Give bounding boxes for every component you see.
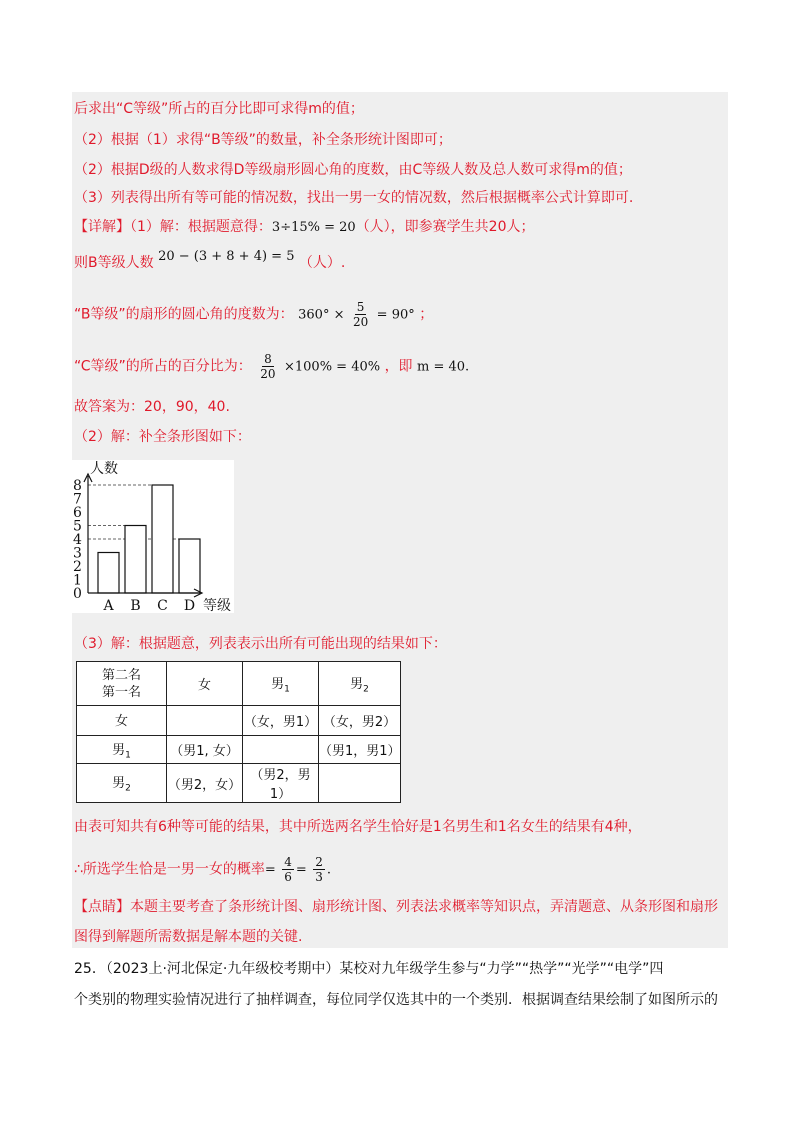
y-tick-label: 1 [73,572,82,589]
table-cell: （男2，女） [167,764,243,803]
solution-line-2: （2）根据（1）求得“B等级”的数量，补全条形统计图即可； [74,132,452,148]
fraction-numerator: 8 [264,352,272,366]
table-corner-header [77,662,167,706]
solution-line-7 [74,300,433,329]
formula-total: 3÷15% = 20 [271,220,356,235]
fraction-denominator: 20 [352,315,369,329]
fraction-2-3 [313,855,325,884]
solution-line-3: （2）根据D级的人数求得D等级扇形圆心角的度数，由C等级人数及总人数可求得m的值； [74,162,632,178]
bar-A [98,553,119,594]
solution-line-14 [74,898,718,916]
x-tick-label: D [183,598,196,613]
solution-line-8 [74,352,469,381]
solution-line-9: 故答案为：20，90，40. [74,399,230,415]
comment-tag: 【点睛】 [74,899,130,915]
y-tick-label: 5 [73,518,82,535]
fraction-8-20 [258,352,277,381]
results-table [76,661,401,803]
formula-b-angle-post: = 90° [376,307,415,323]
table-cell: （男2，男1） [243,764,319,803]
formula-b-angle-pre: 360° × [298,307,345,323]
question-25-line-2: 个类别的物理实验情况进行了抽样调查，每位同学仅选其中的一个类别．根据调查结果绘制了如图所示的 [74,992,718,1008]
question-25-line-1: 25．（2023上·河北保定·九年级校考期中）某校对九年级学生参与“力学”“热学”“光学”“电学”四 [74,961,664,977]
fraction-4-6 [282,855,294,884]
fraction-denominator: 3 [315,870,323,884]
y-tick-label: 7 [73,491,82,508]
b-count-label: 则B等级人数 [74,255,154,271]
b-angle-label: “B等级”的扇形的圆心角的度数为： [74,306,294,323]
solution-line-10: （2）解：补全条形图如下： [74,429,251,445]
probability-label: ∴所选学生恰是一男一女的概率 [74,861,265,878]
period: . [326,862,332,878]
table-cell [319,764,401,803]
fraction-5-20 [351,300,370,329]
detail-text-b: （人），即参赛学生共20人； [355,219,535,235]
y-tick-label: 6 [73,505,82,521]
c-percent-label: “C等级”的所占的百分比为： [74,358,252,375]
x-tick-label: A [103,598,114,613]
table-col-header: 男$_2$ [319,662,401,706]
table-row-header: 女 [77,706,167,736]
c-percent-comma: ，即 [384,358,413,375]
table-row-header: 男$_1$ [77,736,167,764]
formula-c-percent: ×100% = 40% [283,359,381,375]
fraction-numerator: 2 [315,855,323,869]
formula-b-count: 20 − (3 + 8 + 4) = 5 [158,249,295,264]
solution-line-13 [74,855,331,884]
fraction-denominator: 20 [260,367,276,381]
equals: = [295,862,307,878]
y-tick-label: 3 [73,545,82,562]
y-axis-label: 人数 [90,461,118,477]
table-row [77,736,401,764]
detail-text-a: （1）解：根据题意得： [130,219,272,235]
solution-line-1: 后求出“C等级”所占的百分比即可求得m的值； [74,101,364,117]
solution-line-15: 图得到解题所需数据是解本题的关键. [74,929,303,945]
table-col-header: 女 [167,662,243,706]
table-row [77,764,401,803]
equals: = [264,862,276,878]
solution-line-12: 由表可知共有6种等可能的结果，其中所选两名学生恰好是1名男生和1名女生的结果有4种， [74,819,642,835]
formula-m: m = 40 [417,359,466,375]
detail-tag: 【详解】 [74,219,130,235]
fraction-numerator: 5 [356,300,365,314]
bar-B [125,526,146,594]
y-tick-label: 2 [73,559,82,575]
comment-text: 本题主要考查了条形统计图、扇形统计图、列表法求概率等知识点，弄清题意、从条形图和扇形 [130,899,718,915]
header-second: 第二名 [101,667,141,683]
y-tick-label: 0 [73,586,82,602]
table-row [77,706,401,736]
fraction-numerator: 4 [284,855,292,869]
table-col-header: 男$_1$ [243,662,319,706]
solution-line-5 [74,218,535,237]
table-cell: （男1, 女） [167,736,243,764]
period: . [465,359,470,375]
solution-line-11: （3）解：根据题意，列表表示出所有可能出现的结果如下： [74,636,447,652]
table-cell [167,706,243,736]
semicolon: ； [419,306,434,323]
bar-chart [72,460,234,613]
table-cell: （女，男2） [319,706,401,736]
bar-C [152,485,173,593]
table-cell: （男1，男1） [319,736,401,764]
solution-line-4: （3）列表得出所有等可能的情况数，找出一男一女的情况数，然后根据概率公式计算即可. [74,190,634,206]
table-cell [243,736,319,764]
y-tick-label: 8 [73,478,82,494]
x-axis-label: 等级 [203,598,231,613]
bar-D [179,539,200,593]
x-tick-label: C [157,598,168,613]
x-tick-label: B [130,598,141,613]
solution-line-6 [74,249,346,273]
fraction-denominator: 6 [284,870,292,884]
b-count-unit: （人）. [298,255,346,271]
table-row-header: 男$_2$ [77,764,167,803]
y-tick-label: 4 [73,532,82,548]
header-first: 第一名 [101,684,141,700]
table-cell: （女，男1） [243,706,319,736]
